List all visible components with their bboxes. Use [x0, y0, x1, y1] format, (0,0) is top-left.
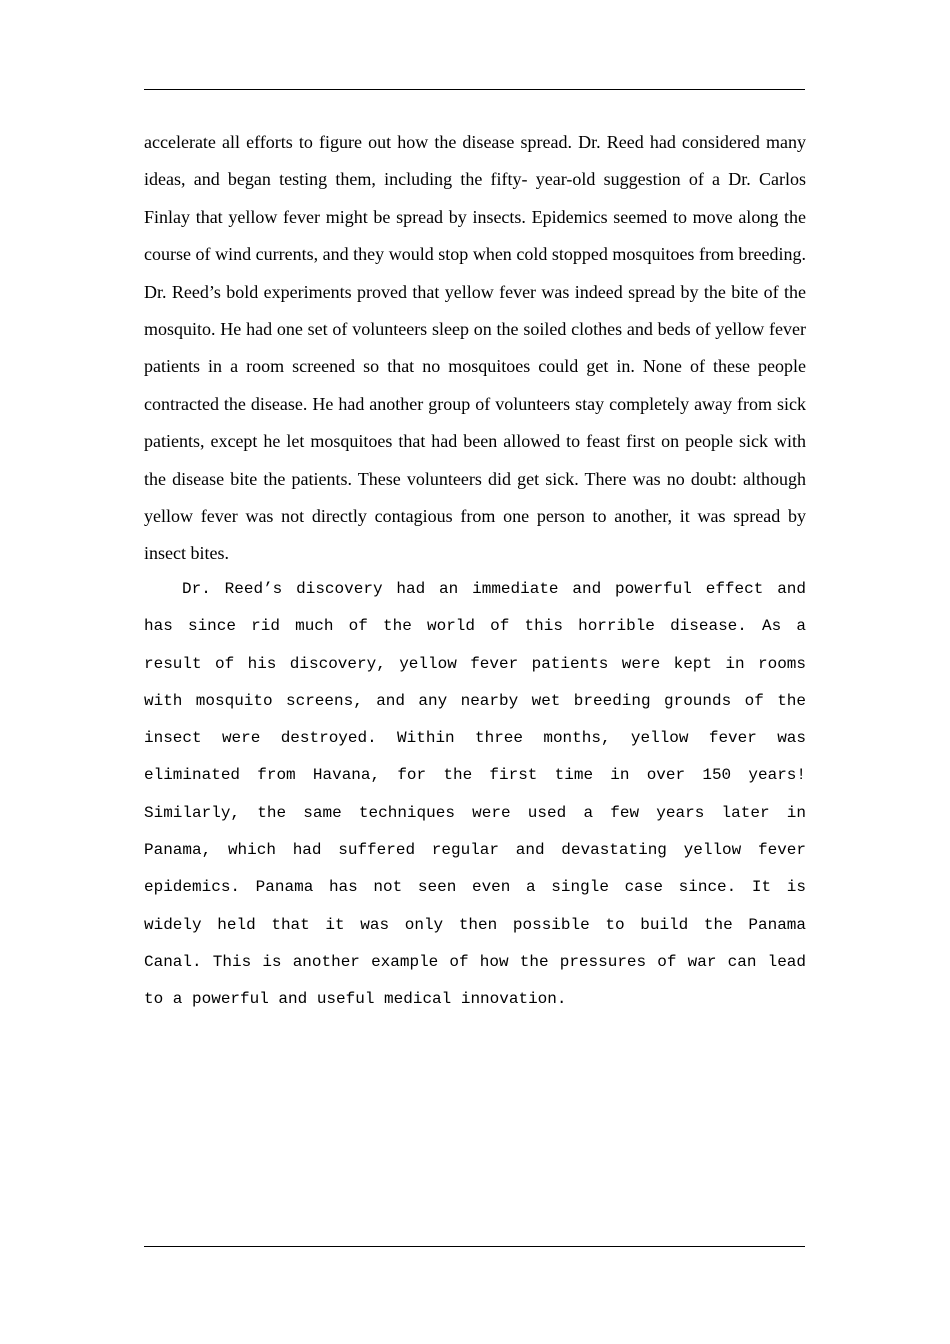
body-paragraph-2: Dr. Reed’s discovery had an immediate and powerful effect and has since rid much of the world of this horrible disease. As a result of his discovery, yellow fever patients were kept in rooms with mosquito screens, and any nearby wet breeding grounds of the insect were destroyed. Within three months, yellow fever was eliminated from Havana, for the first time in over 150 years! Similarly, the same techniques were used a few years later in Panama, which had suffered regular and devastating yellow fever epidemics. Panama has not seen even a single case since. It is widely held that it was only then possible to build the Panama Canal. This is another example of how the pressures of war can lead to a powerful and useful medical innovation.: [144, 580, 806, 1009]
body-paragraph-1: accelerate all efforts to figure out how the disease spread. Dr. Reed had considered many ideas, and began testing them, including the fifty- year-old suggestion of a Dr. Carlos Finlay that yellow fever might be spread by insects. Epidemics seemed to move along the course of wind currents, and they would stop when cold stopped mosquitoes from breeding. Dr. Reed’s bold experiments proved that yellow fever was indeed spread by the bite of the mosquito. He had one set of volunteers sleep on the soiled clothes and beds of yellow fever patients in a room screened so that no mosquitoes could get in. None of these people contracted the disease. He had another group of volunteers stay completely away from sick patients, except he let mosquitoes that had been allowed to feast first on people sick with the disease bite the patients. These volunteers did get sick. There was no doubt: although yellow fever was not directly contagious from one person to another, it was spread by insect bites.: [144, 132, 806, 564]
header-rule: [144, 89, 805, 90]
footer-rule: [144, 1246, 805, 1247]
